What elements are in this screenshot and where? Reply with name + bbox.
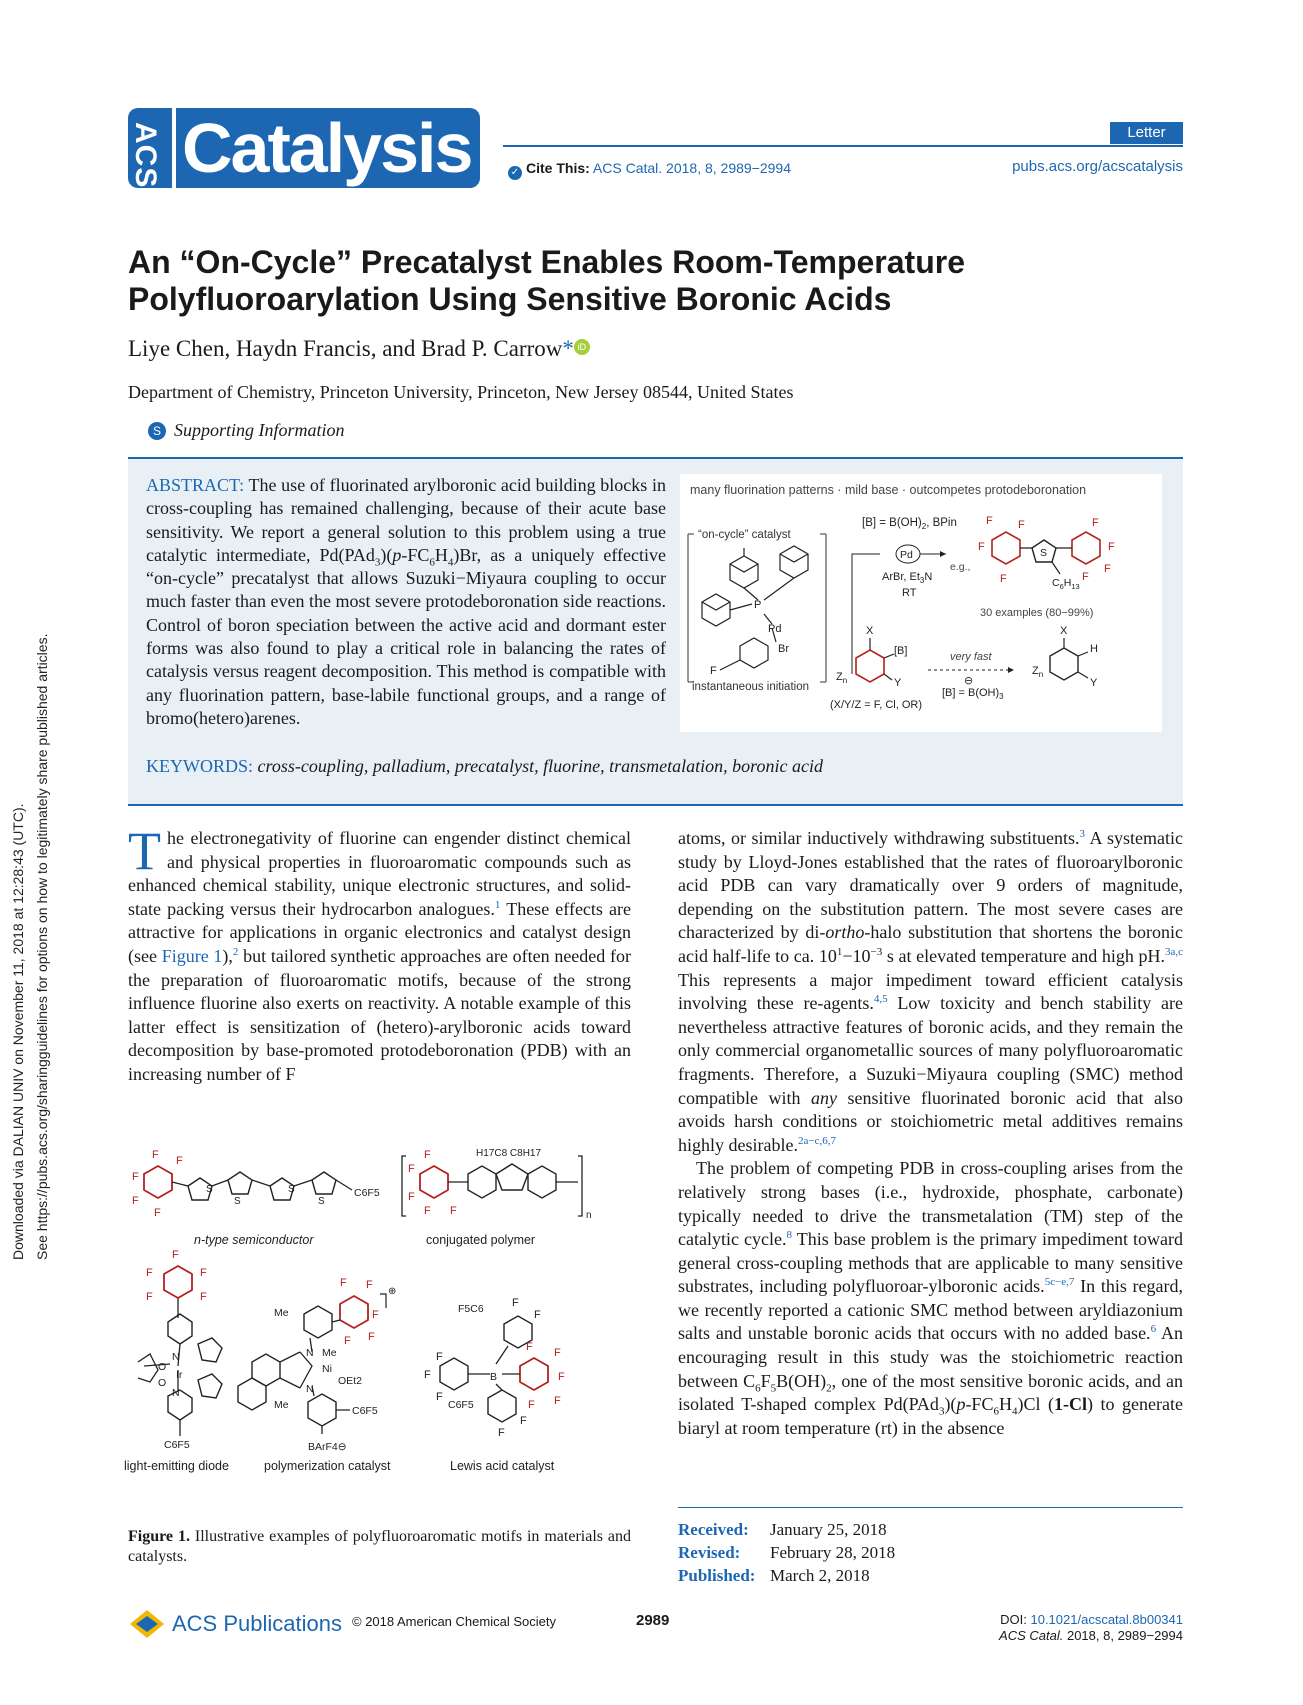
led-iridium: Ir [176,1369,183,1381]
acs-hexagon-icon [128,1608,166,1640]
lewis-c6f5: C6F5 [448,1399,474,1411]
svg-text:F: F [366,1279,373,1291]
doi-block: DOI: 10.1021/acscatal.8b00341 ACS Catal. 2018, 8, 2989−2994 [999,1612,1183,1643]
ref-link[interactable]: 2a−c,6,7 [797,1134,836,1147]
ref-link[interactable]: 6 [1150,1323,1157,1336]
toc-pd-cycle: Pd [900,549,913,561]
svg-text:F: F [408,1191,415,1203]
abstract-label: ABSTRACT: [146,475,245,495]
article-type-badge: Letter [1110,122,1183,144]
svg-text:F: F [558,1371,565,1383]
ntype-structure [144,1166,352,1200]
article-title: An “On-Cycle” Precatalyst Enables Room-Temperature Polyfluoroarylation Using Sensitive Boronic Acids [128,244,965,317]
toc-graphic [680,474,1162,732]
header-rule [503,145,1183,147]
download-watermark [0,520,60,1260]
svg-text:F: F [1000,573,1007,585]
dates-rule [678,1507,1183,1508]
body-column-left: The electronegativity of fluorine can engender distinct chemical and physical properties in fluoroaromatic compounds such as enhanced chemical stability, unique electronic structures, and solid-state packing versus their hydrocarbon analogues.$^1$ These effects are attractive for applications in organic electronics and catalyst design (see Figure 1),$^2$ but tailored synthetic approaches are often needed for the preparation of fluoroaromatic motifs, because of the strong influence fluorine also exerts on reactivity. A notable example of this latter effect is sensitization of (hetero)-arylboronic acids toward decomposition by base-promoted protodeboronation (PDB) with an increasing number of F [128,821,632,1084]
polymerization-methyl-ni: Me [322,1347,337,1359]
keywords [146,756,823,777]
svg-text:F: F [526,1341,533,1353]
svg-text:F: F [200,1267,207,1279]
svg-text:F: F [424,1205,431,1217]
figure-1-link[interactable]: Figure 1 [161,945,223,966]
copyright: © 2018 American Chemical Society [352,1614,556,1629]
svg-text:F: F [534,1309,541,1321]
toc-very-fast: very fast [950,651,992,663]
toc-pdb-product [1050,638,1088,680]
svg-text:S: S [318,1196,325,1207]
svg-text:F: F [554,1395,561,1407]
cite-label: Cite This: [526,160,590,176]
polymer-fluorines [408,1149,457,1217]
toc-phosphorus: P [754,599,762,611]
date-published: Published: March 2, 2018 [678,1566,870,1585]
body-column-right [678,827,1183,1440]
date-revised: Revised: February 28, 2018 [678,1543,896,1562]
toc-palladium: Pd [768,623,782,635]
svg-text:F: F [1108,541,1115,553]
journal-logo[interactable] [128,108,480,188]
lewis-label: Lewis acid catalyst [450,1459,555,1473]
svg-text:F: F [520,1415,527,1427]
date-received: Received: January 25, 2018 [678,1520,887,1539]
author-list [128,336,590,362]
lewis-f5c6: F5C6 [458,1303,484,1315]
polymerization-label: polymerization catalyst [264,1459,391,1473]
ref-link[interactable]: 5c−e,7 [1044,1276,1075,1289]
toc-eg: e.g., [950,561,971,573]
svg-text:F: F [200,1291,207,1303]
svg-text:F: F [408,1163,415,1175]
led-fluorines [146,1249,207,1303]
svg-text:F: F [528,1399,535,1411]
polymerization-nickel: Ni [322,1363,332,1375]
lewis-black-fluorines [424,1297,541,1439]
polymerization-plus: ⊕ [388,1286,397,1297]
abstract-text: ABSTRACT: The use of fluorinated arylboronic acid building blocks in cross-coupling has remained challenging, because of their acute base sensitivity. We report a general solution to this problem using a true catalytic intermediate, $Pd(PAd_3)(p-FC_6H_4)Br$, as a uniquely effective “on-cycle” precatalyst that allows Suzuki−Miyaura coupling to occur much faster than even the most severe protodeboronation side reactions. Control of boron speciation between the active acid and dormant ester forms was also found to play a critical role in balancing the rates of catalysis versus reagent decomposition. This method is compatible with any fluorination pattern, base-labile functional groups, and a range of bromo(hetero)arenes. [146,475,666,728]
cite-this[interactable] [508,160,791,180]
toc-bromide: Br [778,643,789,655]
svg-text:F: F [978,541,985,553]
figure-1-caption: Figure 1. Illustrative examples of polyfluoroaromatic motifs in materials and catalysts. [128,1528,632,1565]
toc-on-cycle-label: “on-cycle” catalyst [698,529,791,541]
toc-pdb-h: H [1090,643,1098,655]
svg-text:F: F [424,1149,431,1161]
polymerization-c6f5: C6F5 [352,1405,378,1417]
publisher-name: ACS Publications [172,1611,342,1636]
ref-link[interactable]: 4,5 [873,993,888,1006]
toc-xyz-definition: (X/Y/Z = F, Cl, OR) [830,699,922,711]
svg-text:S: S [206,1184,213,1195]
ref-link[interactable]: 8 [786,1229,792,1242]
toc-fluorine: F [710,665,717,677]
led-label: light-emitting diode [124,1459,229,1473]
polymer-n: n [586,1210,592,1221]
acs-logo-mark: ACS [128,108,176,188]
svg-text:F: F [154,1207,161,1219]
svg-text:F: F [152,1149,159,1161]
orcid-icon[interactable]: iD [574,339,590,355]
polymerization-nitrogen-2: N [306,1383,314,1395]
journal-url-link[interactable]: pubs.acs.org/acscatalysis [1012,158,1183,175]
toc-pdb-x: X [1060,625,1068,637]
svg-text:F: F [424,1369,431,1381]
figure-1-structures [124,1134,634,1514]
watermark-line-2: See https://pubs.acs.org/sharingguidelines for options on how to legitimately share published articles. [34,633,50,1260]
polymer-label: conjugated polymer [426,1233,536,1247]
svg-text:F: F [172,1249,179,1261]
toc-minus: ⊖ [964,675,974,687]
ref-link[interactable]: 1 [494,898,501,911]
svg-text:F: F [450,1205,457,1217]
watermark-line-1: Downloaded via DALIAN UNIV on November 11, 2018 at 12:28:43 (UTC). [10,803,26,1260]
led-oxygen-2: O [158,1377,167,1389]
led-nitrogen-1: N [172,1351,180,1363]
paragraph-right-1: atoms, or similar inductively withdrawing substituents.$^3$ A systematic study by Lloyd-Jones established that the rates of fluoroarylboronic acid PDB can vary dramatically over 9 orders of magnitude, depending on the substitution pattern. The most severe cases are characterized by di-ortho-halo substitution that shortens the boronic acid half-life to ca. $10^1-10^{-3}$ s at elevated temperature and high pH.$^{3a,c}$ This represents a major impediment toward efficient catalysis involving these re-agents.$^{4,5}$ Low toxicity and bench stability are nevertheless attractive features of boronic acids, and they remain the only commercial organometallic sources of many polyfluoroaromatic fragments. Therefore, a Suzuki−Miyaura coupling (SMC) method compatible with any sensitive fluorinated boronic acid that also avoids harsh conditions or stoichiometric metal additives remains highly desirable.$^{2a-c,6,7}$ [678,828,1183,1155]
ntype-c6f5: C6F5 [354,1187,380,1199]
supporting-info-icon: S [148,422,166,440]
corresponding-author-mark[interactable]: * [562,336,574,361]
svg-text:F: F [132,1171,139,1183]
toc-conditions-1: ArBr, $Et_3N$ [882,571,933,585]
page-number: 2989 [636,1612,670,1629]
affiliation: Department of Chemistry, Princeton University, Princeton, New Jersey 08544, United States [128,382,794,402]
toc-sulfur: S [1040,547,1048,559]
polymerization-methyl-1: Me [274,1307,289,1319]
svg-text:F: F [498,1427,505,1439]
ref-link[interactable]: 2 [232,945,239,958]
svg-text:F: F [512,1297,519,1309]
keywords-label: KEYWORDS: [146,756,253,776]
svg-text:F: F [436,1351,443,1363]
supporting-info-label: Supporting Information [174,420,345,440]
ref-link[interactable]: 3a,c [1164,945,1183,958]
toc-header: many fluorination patterns · mild base · outcompetes protodeboronation [690,483,1087,497]
ntype-fluorines [132,1149,183,1219]
toc-y-label: Y [894,677,902,689]
svg-text:F: F [986,515,993,527]
toc-examples: 30 examples (80−99%) [980,607,1094,619]
svg-text:F: F [132,1195,139,1207]
polymerization-ether: OEt2 [338,1375,362,1387]
toc-pdb-y: Y [1090,677,1098,689]
svg-text:F: F [1104,563,1111,575]
figure-1 [124,1134,634,1514]
toc-boron-label: [B] [894,645,908,657]
toc-instant-label: instantaneous initiation [692,681,809,693]
polymer-alkyl: H17C8 C8H17 [476,1148,542,1159]
led-nitrogen-2: N [172,1387,180,1399]
drop-cap: T [128,821,161,881]
figure-caption-label: Figure 1. [128,1528,190,1545]
lewis-boron: B [490,1371,498,1383]
doi-link[interactable]: 10.1021/acscatal.8b00341 [1030,1612,1183,1627]
svg-text:F: F [436,1391,443,1403]
toc-hexyl: $C_6H_{13}$ [1052,577,1080,591]
svg-text:S: S [234,1196,241,1207]
polymerization-nitrogen-1: N [306,1347,314,1359]
polymerization-barf: BArF4⊖ [308,1441,347,1453]
toc-boronate-definition: $[B] = B(OH)_3$ [942,687,1004,701]
cite-reference[interactable]: ACS Catal. 2018, 8, 2989−2994 [592,160,791,176]
check-circle-icon: ✓ [508,166,522,180]
led-c6f5: C6F5 [164,1439,190,1451]
publication-dates [678,1518,895,1587]
acs-publications-logo[interactable] [128,1608,342,1640]
svg-text:F: F [372,1309,379,1321]
svg-text:F: F [176,1155,183,1167]
paragraph-right-2: The problem of competing PDB in cross-coupling arises from the relatively strong bases (i.e., hydroxide, phosphate, carbonate) typically needed to drive the transmetalation (TM) step of the catalytic cycle.$^8$ This base problem is the primary impediment toward general cross-coupling methods that are applicable to many sensitive substrates, including polyfluoroar-ylboronic acids.$^{5c-e,7}$ In this regard, we recently reported a cationic SMC method between aryldiazonium salts and unstable boronic acids that occurs with no added base.$^6$ An encouraging result in this study was the stoichiometric reaction between $C_6F_5B(OH)_2$, one of the most sensitive boronic acids, and an isolated T-shaped complex $Pd(PAd_3)(p-FC_6H_4)Cl$ (1-Cl) to generate biaryl at room temperature (rt) in the absence [678,1158,1183,1438]
toc-boronic-acid [856,638,894,682]
svg-text:F: F [344,1335,351,1347]
journal-name: Catalysis [182,109,472,187]
svg-text:F: F [554,1347,561,1359]
toc-z-label: $Z_n$ [836,671,848,685]
svg-text:F: F [368,1331,375,1343]
svg-text:F: F [1018,519,1025,531]
toc-x-label: X [866,625,874,637]
supporting-information-link[interactable] [148,420,345,441]
svg-text:F: F [1082,571,1089,583]
polymerization-fluorines [340,1277,379,1347]
svg-text:S: S [288,1184,295,1195]
svg-text:F: F [1092,517,1099,529]
svg-text:F: F [146,1267,153,1279]
toc-boron-definition: $[B] = B(OH)_2$, BPin [862,517,957,531]
ref-link[interactable]: 3 [1079,828,1085,840]
polymerization-methyl-2: Me [274,1399,289,1411]
svg-text:F: F [340,1277,347,1289]
toc-scheme [680,474,1162,732]
ntype-label: n-type semiconductor [194,1233,314,1247]
toc-conditions-2: RT [902,587,917,599]
authors-text: Liye Chen, Haydn Francis, and Brad P. Carrow [128,336,563,361]
led-oxygen-1: O [158,1361,167,1373]
toc-pdb-z: $Z_n$ [1032,665,1044,679]
svg-text:F: F [146,1291,153,1303]
keywords-list: cross-coupling, palladium, precatalyst, fluorine, transmetalation, boronic acid [257,756,823,776]
lewis-fluorines [526,1341,565,1411]
ntype-sulfurs [206,1184,325,1207]
